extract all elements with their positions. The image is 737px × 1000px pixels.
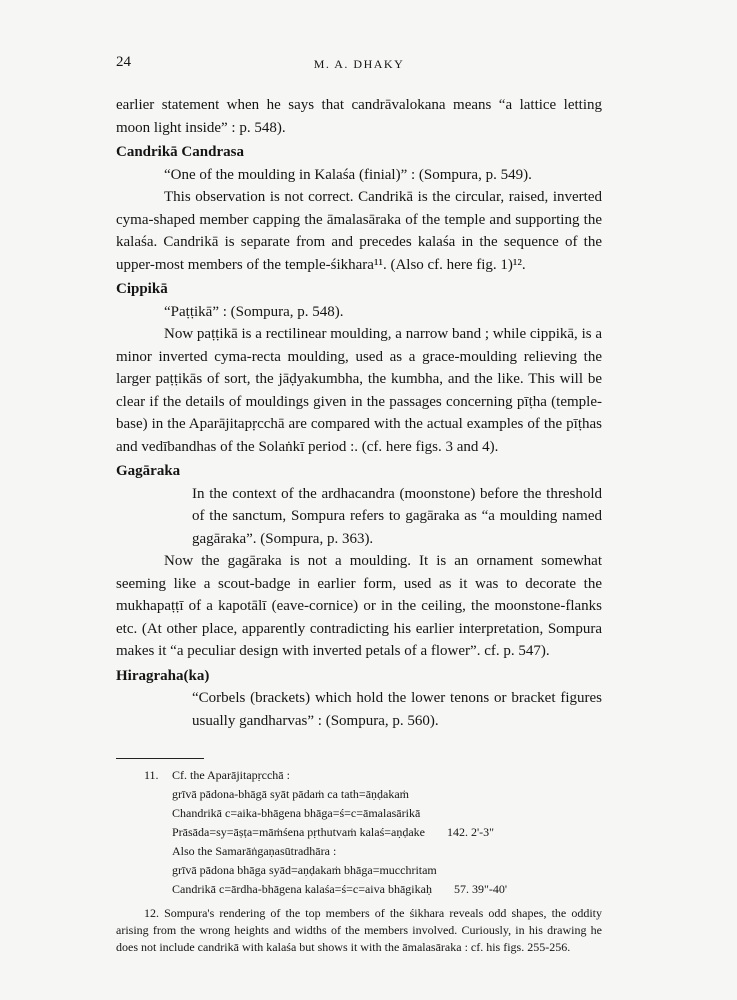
entry-heading: Candrikā Candrasa <box>116 144 244 160</box>
body-text <box>116 94 602 732</box>
footnote-rule <box>116 758 204 759</box>
paragraph: Now the gagāraka is not a moulding. It is an ornament somewhat seeming like a scout-badge in earlier form, used as it was to decorate the mukhapaṭṭī of a kapotālī (eave-cornice) or in the ceiling, the moonstone-flanks etc. (At other place, apparently contradicting his earlier interpretation, Sompura makes it “a peculiar design with inverted petals of a flower”. cf. p. 547). <box>116 553 602 659</box>
block-quote: In the context of the ardhacandra (moonstone) before the threshold of the sanctum, Sompura refers to gagāraka as “a moulding named gagāraka”. (Sompura, p. 363). <box>192 485 602 547</box>
footnote-line: grīvā pādona bhāga syād=aṇḍakaṁ bhāga=mucchritam <box>172 863 437 877</box>
footnote-line: Chandrikā c=aika-bhāgena bhāga=ś=c=āmalasārikā <box>172 806 421 820</box>
page-number: 24 <box>116 54 131 70</box>
footnote-11 <box>144 766 602 899</box>
entry-heading: Cippikā <box>116 281 168 297</box>
footnote-number: 11. <box>144 768 159 782</box>
entry-heading: Gagāraka <box>116 463 181 479</box>
running-head: M. A. DHAKY <box>313 57 405 71</box>
footnote-line: Candrikā c=ārdha-bhāgena kalaśa=ś=c=aiva bhāgikaḥ <box>172 882 432 896</box>
paragraph: earlier statement when he says that candrāvalokana means “a lattice letting moon light inside” : p. 548). <box>116 97 602 136</box>
footnote-12: 12. Sompura's rendering of the top members of the śikhara reveals odd shapes, the oddity arising from the wrong heights and widths of the members involved. Curiously, in his drawing he does not include candrikā with kalaśa but shows it with the āmalasāraka : cf. his figs. 255-256. <box>116 906 602 954</box>
paragraph: This observation is not correct. Candrikā is the circular, raised, inverted cyma-shaped member capping the āmalasāraka of the temple and supporting the kalaśa. Candrikā is separate from and precedes kalaśa in the sequence of the upper-most members of the temple-śikhara¹¹. (Also cf. here fig. 1)¹². <box>116 189 602 273</box>
footnote-reference: 142. 2'-3" <box>447 825 495 839</box>
footnote-line: Also the Samarāṅgaṇasūtradhāra : <box>172 844 337 858</box>
entry-definition: “Paṭṭikā” : (Sompura, p. 548). <box>164 303 344 320</box>
footnote-line: Cf. the Aparājitapṛcchā : <box>172 768 290 782</box>
block-quote: “Corbels (brackets) which hold the lower tenons or bracket figures usually gandharvas” : (Sompura, p. 560). <box>192 690 602 729</box>
entry-definition: “One of the moulding in Kalaśa (finial)” : (Sompura, p. 549). <box>164 166 532 183</box>
footnote-line: grīvā pādona-bhāgā syāt pādaṁ ca tath=āṇḍakaṁ <box>172 787 409 801</box>
footnotes <box>116 766 602 956</box>
footnote-reference: 57. 39"-40' <box>453 882 508 896</box>
footnote-line: Prāsāda=sy=āṣṭa=māṁśena pṛthutvaṁ kalaś=aṇḍake <box>172 825 425 839</box>
paragraph: Now paṭṭikā is a rectilinear moulding, a narrow band ; while cippikā, is a minor inverted cyma-recta moulding, used as a grace-moulding relieving the larger paṭṭikās of sort, the jāḍyakumbha, the kumbha, and the like. This will be clear if the details of mouldings given in the passages concerning pīṭha (temple-base) in the Aparājitapṛcchā are compared with the actual examples of the pīṭhas and vedībandhas of the Solaṅkī period :. (cf. here figs. 3 and 4). <box>116 326 602 455</box>
entry-heading: Hiragraha(ka) <box>116 667 210 684</box>
